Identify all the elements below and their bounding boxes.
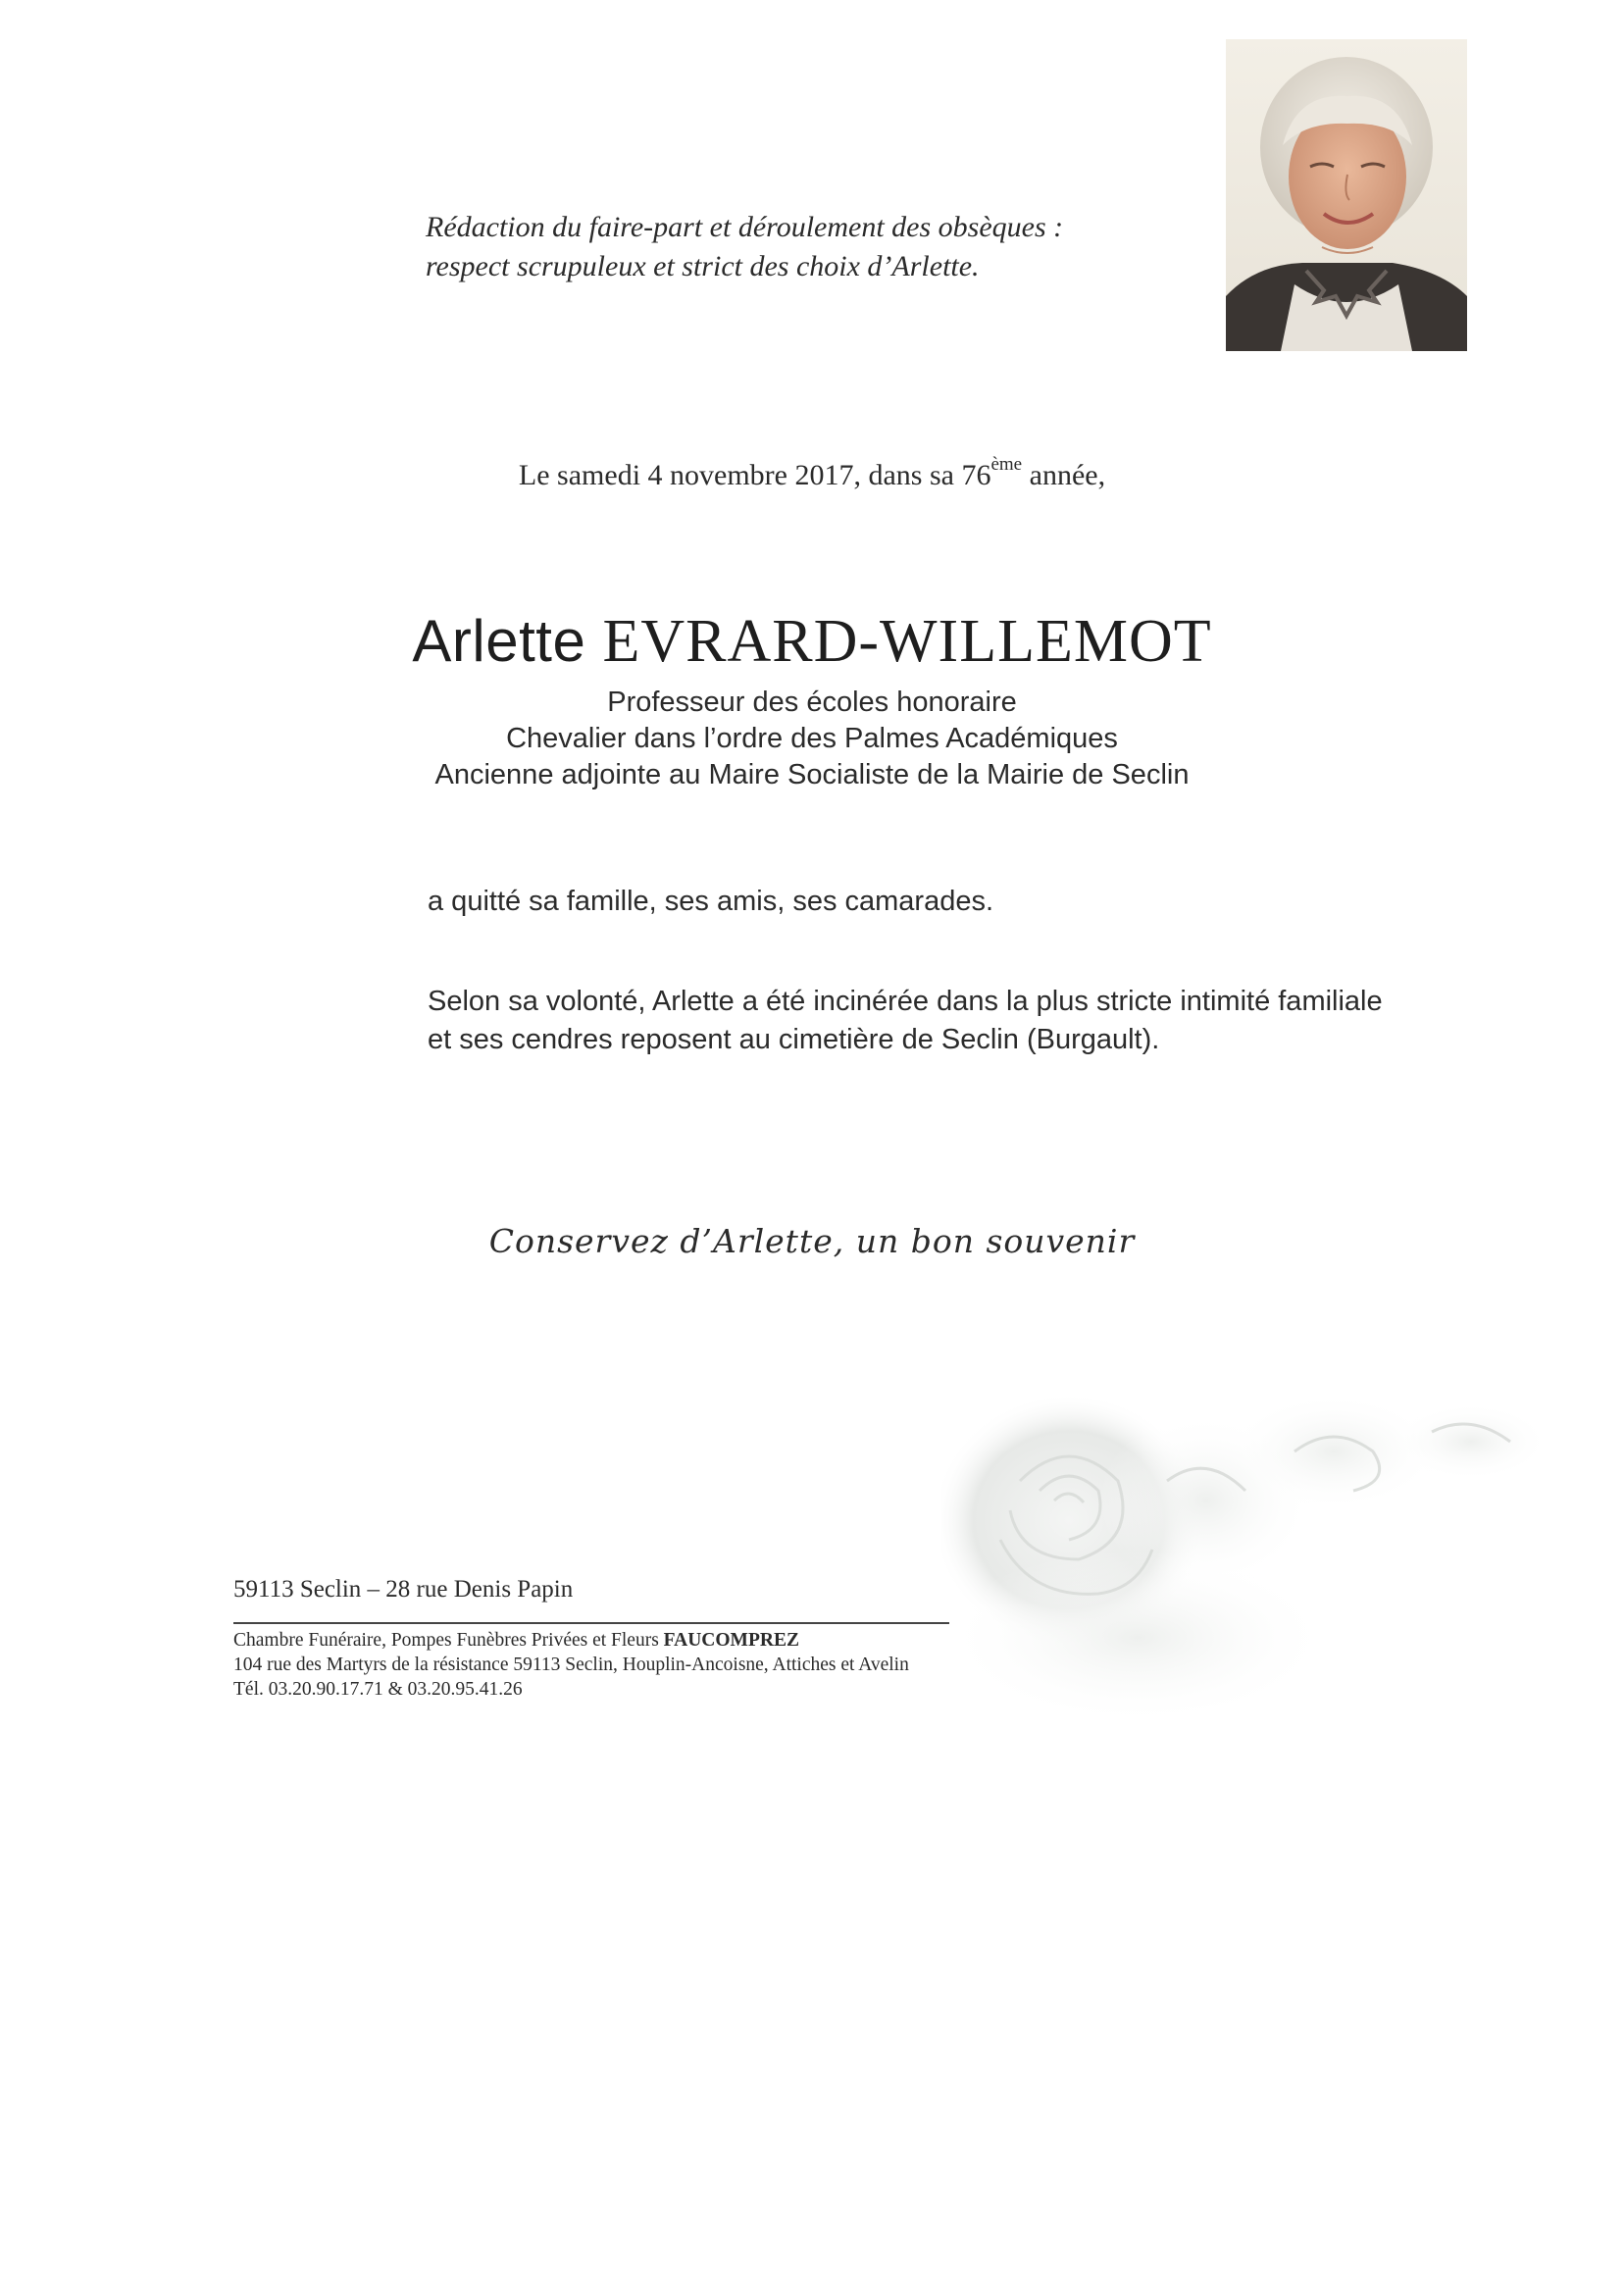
footer-divider <box>233 1622 949 1624</box>
intro-line-1: Rédaction du faire-part et déroulement des obsèques : <box>426 211 1064 243</box>
portrait-image <box>1226 39 1467 351</box>
funeral-home-prefix: Chambre Funéraire, Pompes Funèbres Privées et Fleurs <box>233 1630 664 1651</box>
title-line: Ancienne adjointe au Maire Socialiste de la Mairie de Seclin <box>434 759 1190 790</box>
intro-note <box>426 208 1210 286</box>
paragraph-cremation <box>428 983 1555 1059</box>
funeral-home-name: FAUCOMPREZ <box>663 1630 799 1651</box>
address-line: 59113 Seclin – 28 rue Denis Papin <box>233 1576 574 1603</box>
funeral-home-address: 104 rue des Martyrs de la résistance 59113 Seclin, Houplin-Ancoisne, Attiches et Avelin <box>233 1655 909 1675</box>
ordinal-superscript: ème <box>990 454 1023 475</box>
funeral-home-phone: Tél. 03.20.90.17.71 & 03.20.95.41.26 <box>233 1679 523 1700</box>
paragraph-line: Selon sa volonté, Arlette a été incinérée dans la plus stricte intimité familiale <box>428 986 1383 1017</box>
portrait-photo <box>1226 39 1467 351</box>
title-line: Chevalier dans l’ordre des Palmes Académiques <box>506 723 1118 754</box>
paragraph-line: a quitté sa famille, ses amis, ses camarades. <box>428 886 994 917</box>
date-text: Le samedi 4 novembre 2017, dans sa 76 <box>518 459 991 491</box>
paragraph-line: et ses cendres reposent au cimetière de Seclin (Burgault). <box>428 1024 1160 1055</box>
deceased-name <box>0 606 1624 677</box>
surname: EVRARD-WILLEMOT <box>602 608 1212 675</box>
intro-line-2: respect scrupuleux et strict des choix d’Arlette. <box>426 250 980 282</box>
deceased-titles <box>0 685 1624 793</box>
closing-sentence: Conservez d’Arlette, un bon souvenir <box>488 1222 1136 1260</box>
rose-decoration <box>941 1393 1549 1751</box>
title-line: Professeur des écoles honoraire <box>607 687 1017 718</box>
funeral-home-info <box>233 1628 909 1702</box>
death-date-line <box>0 453 1624 498</box>
date-end: année, <box>1022 459 1106 491</box>
rose-image <box>941 1393 1549 1746</box>
first-name: Arlette <box>412 608 603 674</box>
paragraph-left-family <box>428 883 1555 921</box>
funeral-home-line <box>233 1628 909 1653</box>
